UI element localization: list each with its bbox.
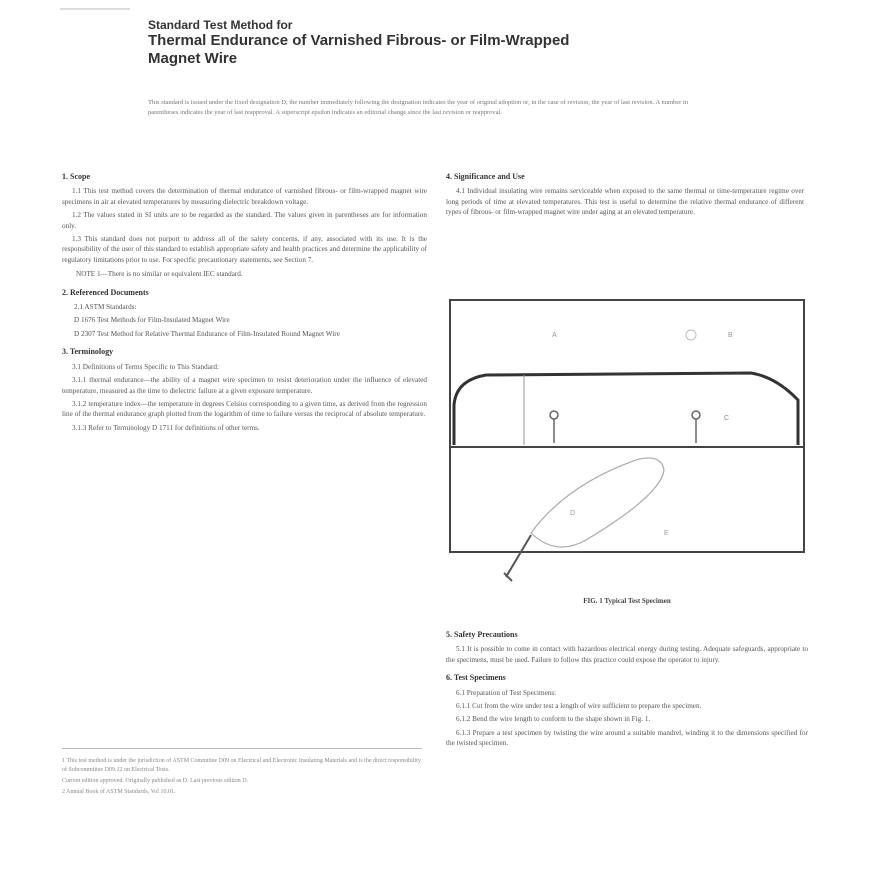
- reference-item: D 2307 Test Method for Relative Thermal Endurance of Film-Insulated Round Magnet Wire: [74, 329, 340, 338]
- section-heading-significance: 4. Significance and Use: [446, 172, 525, 181]
- contact-point-left: [550, 411, 558, 419]
- paragraph: 4.1 Individual insulating wire remains serviceable when exposed to the same thermal or time-temperature regime over long periods of time at elevated temperatures. This test is useful to determine the relative thermal endurance of different types of fibrous- or film-wrapped magnet wire under aging at an elevated temperature.: [446, 187, 804, 217]
- marker-circle: [686, 330, 696, 340]
- document-title: [148, 18, 748, 68]
- paragraph: 6.1 Preparation of Test Specimens:: [456, 688, 557, 697]
- figure-label-e: E: [664, 530, 669, 537]
- figure-label-a: A: [552, 332, 557, 339]
- footnote: 1 This test method is under the jurisdiction of ASTM Committee D09 on Electrical and Electronic Insulating Materials and is the direct responsibility of Subcommittee D09.12 on Electrical Tests.: [62, 758, 421, 773]
- section-heading-test-specimens: 6. Test Specimens: [446, 673, 506, 683]
- contact-point-right: [692, 411, 700, 419]
- note: NOTE 1—There is no similar or equivalent IEC standard.: [76, 270, 243, 279]
- title-line-3: Magnet Wire: [148, 50, 238, 67]
- figure-label-d: D: [570, 510, 576, 517]
- right-column-lower: [446, 630, 808, 752]
- paragraph: 5.1 It is possible to come in contact with hazardous electrical energy during testing. Adequate safeguards, appropriate to the specimens, must be used. Failure to follow this practice could expose the operator to injury.: [446, 645, 808, 664]
- paragraph: 3.1 Definitions of Terms Specific to This Standard:: [72, 362, 219, 371]
- paragraph: 6.1.3 Prepare a test specimen by twisting the wire around a suitable mandrel, winding it to the dimensions specified for the twisted specimen.: [446, 728, 808, 748]
- reference-item: 2.1 ASTM Standards:: [74, 303, 137, 312]
- footnote: 2 Annual Book of ASTM Standards, Vol 10.01.: [62, 789, 176, 795]
- footnote: Current edition approved. Originally published as D. Last previous edition D.: [62, 778, 249, 784]
- title-line-1: Standard Test Method for: [148, 18, 293, 32]
- section-heading-referenced-documents: 2. Referenced Documents: [62, 287, 149, 297]
- lead-wire: [506, 535, 531, 577]
- title-line-2: Thermal Endurance of Varnished Fibrous- or Film-Wrapped: [148, 32, 570, 49]
- paragraph: 1.3 This standard does not purport to address all of the safety concerns, if any, associated with its use. It is the responsibility of the user of this standard to establish appropriate safety and health practices and determine the applicability of regulatory limitations prior to use. For specific precautionary statements, see Section 7.: [62, 235, 427, 264]
- paragraph: 3.1.1 thermal endurance—the ability of a magnet wire specimen to resist deterioration under the influence of elevated temperature, measured as the time to dielectric failure at a given exposure temperature.: [62, 376, 427, 395]
- test-specimen-figure: [446, 295, 808, 605]
- page-corner-mark: [60, 0, 140, 8]
- paragraph: 6.1.1 Cut from the wire under test a length of wire sufficient to prepare the specimen.: [456, 702, 702, 711]
- left-column: [62, 172, 427, 436]
- paragraph: 3.1.3 Refer to Terminology D 1711 for definitions of other terms.: [72, 423, 260, 432]
- figure-caption: FIG. 1 Typical Test Specimen: [583, 597, 671, 605]
- section-heading-scope: 1. Scope: [62, 172, 90, 181]
- right-column: [446, 172, 804, 221]
- section-heading-safety: 5. Safety Precautions: [446, 630, 518, 639]
- section-heading-terminology: 3. Terminology: [62, 347, 114, 357]
- abstract: This standard is issued under the fixed designation D; the number immediately following the designation indicates the year of original adoption or, in the case of revision, the year of last revision. A number in parentheses indicates the year of last reapproval. A superscript epsilon indicates an editorial change since the last revision or reapproval.: [148, 99, 689, 116]
- twisted-specimen: [531, 458, 664, 547]
- wire-outline: [454, 373, 798, 445]
- footnotes: [62, 748, 422, 799]
- paragraph: 1.1 This test method covers the determination of thermal endurance of varnished fibrous- or film-wrapped magnet wire specimens in air at elevated temperatures by measuring dielectric breakdown voltage.: [62, 187, 427, 206]
- paragraph: 1.2 The values stated in SI units are to be regarded as the standard. The values given in parentheses are for information only.: [62, 211, 427, 230]
- figure-frame: [450, 300, 804, 552]
- figure-label-b: B: [728, 332, 733, 339]
- paragraph: 6.1.2 Bend the wire length to conform to the shape shown in Fig. 1.: [456, 715, 651, 724]
- paragraph: 3.1.2 temperature index—the temperature in degrees Celsius corresponding to a given time, as derived from the regression line of the thermal endurance graph plotted from the logarithm of time to failure versus the reciprocal of absolute temperature.: [62, 399, 427, 419]
- reference-item: D 1676 Test Methods for Film-Insulated Magnet Wire: [74, 316, 230, 325]
- figure-label-c: C: [724, 415, 730, 422]
